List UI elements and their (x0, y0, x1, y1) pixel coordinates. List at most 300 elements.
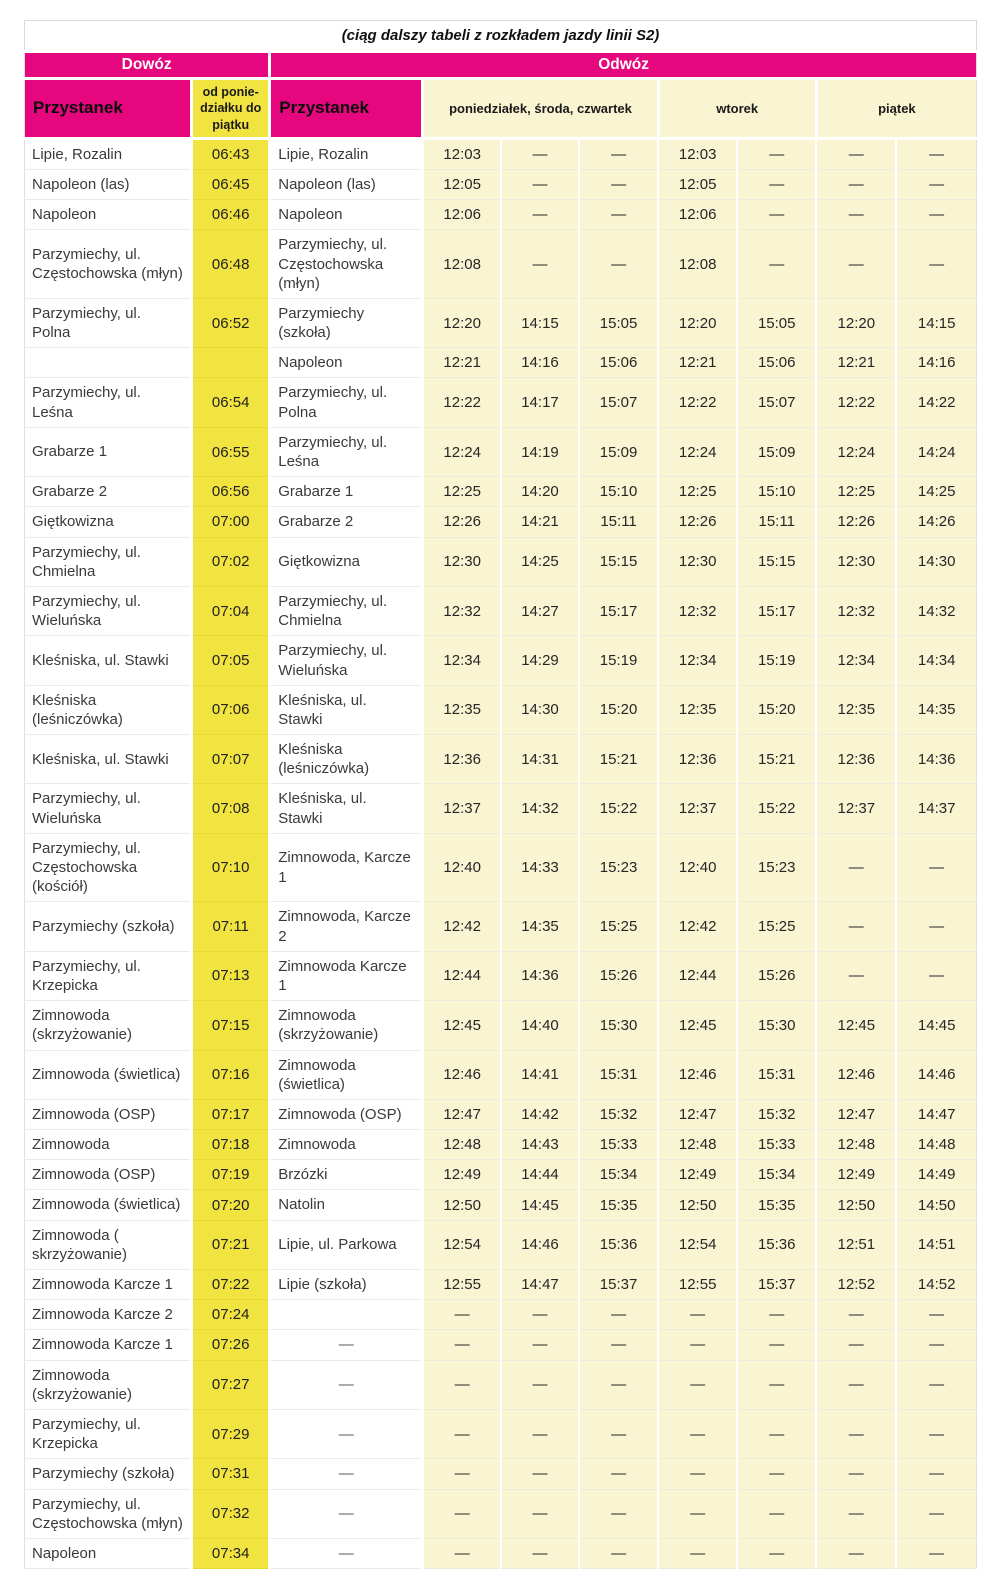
time-cell: 12:49 (816, 1160, 896, 1190)
dowoz-stop-cell: Zimnowoda Karcze 2 (25, 1300, 192, 1330)
time-cell: — (816, 1330, 896, 1360)
dowoz-time-cell: 07:00 (192, 507, 270, 537)
time-cell: — (816, 230, 896, 299)
dowoz-time-cell: 07:34 (192, 1538, 270, 1568)
day-group-mon-wed-thu: poniedziałek, środa, czwartek (423, 79, 658, 139)
time-cell: 14:19 (501, 427, 579, 476)
odwoz-stop-cell: Lipie, ul. Parkowa (270, 1220, 423, 1269)
odwoz-stop-cell: — (270, 1489, 423, 1538)
time-cell: 15:36 (737, 1220, 816, 1269)
time-cell: — (658, 1489, 737, 1538)
section-header-odwoz: Odwóz (270, 52, 977, 79)
title-row (25, 21, 977, 52)
time-cell: 15:11 (579, 507, 658, 537)
dowoz-time-cell: 07:16 (192, 1050, 270, 1099)
time-cell: — (896, 1330, 976, 1360)
dowoz-stop-cell: Zimnowoda (25, 1130, 192, 1160)
time-cell: 12:26 (816, 507, 896, 537)
timetable-row (25, 1160, 977, 1190)
time-cell: 14:49 (896, 1160, 976, 1190)
time-cell: 14:43 (501, 1130, 579, 1160)
time-cell: 14:24 (896, 427, 976, 476)
dowoz-time-cell: 06:45 (192, 169, 270, 199)
time-cell: 15:32 (737, 1099, 816, 1129)
timetable-row (25, 298, 977, 347)
time-cell: 12:46 (658, 1050, 737, 1099)
time-cell: — (501, 169, 579, 199)
dowoz-time-cell: 06:55 (192, 427, 270, 476)
time-cell: 15:30 (579, 1001, 658, 1050)
time-cell: 14:33 (501, 833, 579, 902)
dowoz-time-cell: 07:21 (192, 1220, 270, 1269)
dowoz-time-cell: 07:26 (192, 1330, 270, 1360)
dowoz-time-cell: 07:06 (192, 685, 270, 734)
time-cell: 12:36 (658, 735, 737, 784)
time-cell: 14:34 (896, 636, 976, 685)
time-cell: 15:10 (737, 477, 816, 507)
time-cell: — (579, 1330, 658, 1360)
time-cell: 14:30 (501, 685, 579, 734)
timetable-row (25, 1270, 977, 1300)
time-cell: — (737, 1330, 816, 1360)
dowoz-time-cell: 06:46 (192, 200, 270, 230)
time-cell: — (579, 1459, 658, 1489)
time-cell: 12:22 (816, 378, 896, 427)
odwoz-stop-cell: Kleśniska, ul. Stawki (270, 784, 423, 833)
dowoz-time-cell: 07:27 (192, 1360, 270, 1409)
time-cell: — (423, 1489, 501, 1538)
time-cell: 12:47 (816, 1099, 896, 1129)
time-cell: 12:30 (423, 537, 501, 586)
time-cell: 14:25 (896, 477, 976, 507)
timetable-row (25, 138, 977, 169)
time-cell: — (658, 1459, 737, 1489)
time-cell: 15:19 (737, 636, 816, 685)
time-cell: — (423, 1300, 501, 1330)
time-cell: 14:16 (501, 348, 579, 378)
time-cell: 12:47 (658, 1099, 737, 1129)
odwoz-stop-cell: Napoleon (270, 348, 423, 378)
time-cell: 14:46 (501, 1220, 579, 1269)
time-cell: 12:42 (423, 902, 501, 951)
timetable-row (25, 1409, 977, 1458)
time-cell: — (423, 1330, 501, 1360)
odwoz-stop-cell: Giętkowizna (270, 537, 423, 586)
time-cell: — (737, 230, 816, 299)
time-cell: 12:25 (658, 477, 737, 507)
time-cell: 14:32 (501, 784, 579, 833)
dowoz-time-cell: 06:48 (192, 230, 270, 299)
dowoz-time-cell: 07:18 (192, 1130, 270, 1160)
dowoz-stop-cell: Napoleon (25, 1538, 192, 1568)
time-cell: — (896, 1489, 976, 1538)
time-cell: — (579, 1538, 658, 1568)
time-cell: 15:33 (579, 1130, 658, 1160)
time-cell: 12:45 (816, 1001, 896, 1050)
day-group-tuesday: wtorek (658, 79, 816, 139)
dowoz-stop-cell: Parzymiechy (szkoła) (25, 902, 192, 951)
odwoz-stop-cell: Lipie, Rozalin (270, 138, 423, 169)
dowoz-stop-cell: Giętkowizna (25, 507, 192, 537)
timetable-row (25, 230, 977, 299)
time-cell: 12:21 (816, 348, 896, 378)
time-cell: 12:26 (423, 507, 501, 537)
time-cell: 15:09 (579, 427, 658, 476)
time-cell: 14:51 (896, 1220, 976, 1269)
time-cell: 14:45 (896, 1001, 976, 1050)
odwoz-stop-cell: Parzymiechy, ul. Chmielna (270, 586, 423, 635)
time-cell: 14:27 (501, 586, 579, 635)
time-cell: 15:37 (737, 1270, 816, 1300)
dowoz-time-cell: 07:20 (192, 1190, 270, 1220)
time-cell: — (579, 1360, 658, 1409)
time-cell: 15:17 (737, 586, 816, 635)
dowoz-time-cell: 07:02 (192, 537, 270, 586)
time-cell: 15:09 (737, 427, 816, 476)
time-cell: 14:52 (896, 1270, 976, 1300)
timetable-row (25, 951, 977, 1000)
time-cell: — (658, 1409, 737, 1458)
timetable-row (25, 1538, 977, 1568)
dowoz-time-cell: 06:43 (192, 138, 270, 169)
time-cell: 12:32 (423, 586, 501, 635)
time-cell: 12:47 (423, 1099, 501, 1129)
time-cell: 14:37 (896, 784, 976, 833)
odwoz-stop-cell: — (270, 1459, 423, 1489)
time-cell: 15:31 (737, 1050, 816, 1099)
time-cell: — (579, 200, 658, 230)
odwoz-stop-cell: Natolin (270, 1190, 423, 1220)
time-cell: 12:45 (658, 1001, 737, 1050)
time-cell: 14:32 (896, 586, 976, 635)
dowoz-time-cell: 07:08 (192, 784, 270, 833)
time-cell: — (423, 1360, 501, 1409)
time-cell: — (501, 1489, 579, 1538)
time-cell: — (501, 1330, 579, 1360)
time-cell: 12:52 (816, 1270, 896, 1300)
time-cell: — (896, 902, 976, 951)
time-cell: — (501, 1459, 579, 1489)
time-cell: — (501, 1360, 579, 1409)
time-cell: 14:26 (896, 507, 976, 537)
time-cell: — (896, 1360, 976, 1409)
time-cell: 15:23 (737, 833, 816, 902)
time-cell: 14:48 (896, 1130, 976, 1160)
odwoz-stop-cell: Grabarze 2 (270, 507, 423, 537)
time-cell: 15:25 (579, 902, 658, 951)
time-cell: 15:06 (737, 348, 816, 378)
time-cell: 12:21 (423, 348, 501, 378)
dowoz-time-cell: 07:32 (192, 1489, 270, 1538)
time-cell: 12:03 (658, 138, 737, 169)
dowoz-time-cell: 07:10 (192, 833, 270, 902)
time-cell: — (816, 1409, 896, 1458)
time-cell: — (501, 138, 579, 169)
time-cell: — (816, 902, 896, 951)
time-cell: 15:23 (579, 833, 658, 902)
dowoz-stop-cell: Zimnowoda (świetlica) (25, 1190, 192, 1220)
dowoz-time-cell: 07:17 (192, 1099, 270, 1129)
time-cell: — (579, 169, 658, 199)
time-cell: — (896, 833, 976, 902)
time-cell: — (737, 1300, 816, 1330)
time-cell: 14:15 (896, 298, 976, 347)
dowoz-time-cell: 07:31 (192, 1459, 270, 1489)
dowoz-time-header: od ponie- działku do piątku (192, 79, 270, 139)
timetable-table (24, 20, 977, 1569)
dowoz-stop-cell: Zimnowoda Karcze 1 (25, 1270, 192, 1300)
time-cell: — (816, 951, 896, 1000)
time-cell: 12:24 (816, 427, 896, 476)
dowoz-stop-cell: Zimnowoda (skrzyżowanie) (25, 1360, 192, 1409)
dowoz-time-cell: 06:54 (192, 378, 270, 427)
time-cell: 15:17 (579, 586, 658, 635)
time-cell: — (816, 833, 896, 902)
time-cell: 14:40 (501, 1001, 579, 1050)
dowoz-stop-cell: Kleśniska, ul. Stawki (25, 735, 192, 784)
dowoz-stop-cell: Zimnowoda ( skrzyżowanie) (25, 1220, 192, 1269)
time-cell: 12:37 (423, 784, 501, 833)
time-cell: 12:32 (658, 586, 737, 635)
day-group-friday: piątek (816, 79, 976, 139)
timetable-row (25, 1220, 977, 1269)
time-cell: 12:50 (423, 1190, 501, 1220)
timetable-row (25, 1330, 977, 1360)
time-cell: 15:21 (579, 735, 658, 784)
table-title: (ciąg dalszy tabeli z rozkładem jazdy linii S2) (25, 21, 977, 52)
time-cell: 15:35 (737, 1190, 816, 1220)
odwoz-stop-cell: Parzymiechy, ul. Częstochowska (młyn) (270, 230, 423, 299)
time-cell: 15:37 (579, 1270, 658, 1300)
time-cell: 15:36 (579, 1220, 658, 1269)
time-cell: 15:26 (579, 951, 658, 1000)
time-cell: — (896, 1300, 976, 1330)
dowoz-stop-cell (25, 348, 192, 378)
time-cell: 12:51 (816, 1220, 896, 1269)
time-cell: 14:21 (501, 507, 579, 537)
dowoz-stop-cell: Grabarze 1 (25, 427, 192, 476)
time-cell: 12:32 (816, 586, 896, 635)
timetable-row (25, 1190, 977, 1220)
time-cell: 12:44 (658, 951, 737, 1000)
dowoz-time-cell: 07:22 (192, 1270, 270, 1300)
time-cell: 14:36 (501, 951, 579, 1000)
time-cell: 14:47 (501, 1270, 579, 1300)
time-cell: 15:07 (737, 378, 816, 427)
time-cell: 12:36 (816, 735, 896, 784)
time-cell: 12:50 (816, 1190, 896, 1220)
dowoz-time-cell: 07:04 (192, 586, 270, 635)
dowoz-time-cell: 07:11 (192, 902, 270, 951)
time-cell: 12:54 (423, 1220, 501, 1269)
time-cell: 15:25 (737, 902, 816, 951)
timetable-row (25, 833, 977, 902)
time-cell: 15:11 (737, 507, 816, 537)
time-cell: 15:20 (737, 685, 816, 734)
dowoz-stop-cell: Parzymiechy, ul. Krzepicka (25, 951, 192, 1000)
time-cell: 12:34 (423, 636, 501, 685)
timetable-row (25, 1360, 977, 1409)
time-cell: 12:35 (423, 685, 501, 734)
timetable-row (25, 902, 977, 951)
time-cell: 12:35 (816, 685, 896, 734)
time-cell: — (737, 169, 816, 199)
time-cell: — (579, 230, 658, 299)
dowoz-stop-cell: Napoleon (las) (25, 169, 192, 199)
time-cell: 12:05 (423, 169, 501, 199)
dowoz-time-cell: 07:29 (192, 1409, 270, 1458)
odwoz-stop-cell: Brzózki (270, 1160, 423, 1190)
time-cell: — (896, 1538, 976, 1568)
time-cell: 12:25 (423, 477, 501, 507)
odwoz-stop-cell: Parzymiechy (szkoła) (270, 298, 423, 347)
time-cell: 12:06 (423, 200, 501, 230)
time-cell: — (501, 230, 579, 299)
dowoz-stop-cell: Napoleon (25, 200, 192, 230)
dowoz-time-cell: 07:19 (192, 1160, 270, 1190)
time-cell: 14:25 (501, 537, 579, 586)
time-cell: — (579, 1409, 658, 1458)
time-cell: — (816, 200, 896, 230)
time-cell: 12:49 (658, 1160, 737, 1190)
dowoz-stop-cell: Kleśniska, ul. Stawki (25, 636, 192, 685)
timetable-row (25, 1300, 977, 1330)
time-cell: 15:34 (737, 1160, 816, 1190)
time-cell: 15:26 (737, 951, 816, 1000)
odwoz-stop-cell: — (270, 1538, 423, 1568)
time-cell: 14:44 (501, 1160, 579, 1190)
time-cell: — (896, 200, 976, 230)
time-cell: — (501, 1300, 579, 1330)
time-cell: — (501, 1538, 579, 1568)
odwoz-stop-cell: Zimnowoda (skrzyżowanie) (270, 1001, 423, 1050)
time-cell: — (579, 1489, 658, 1538)
timetable-row (25, 427, 977, 476)
odwoz-stop-cell: Lipie (szkoła) (270, 1270, 423, 1300)
time-cell: — (737, 1489, 816, 1538)
time-cell: — (737, 1360, 816, 1409)
odwoz-stop-cell: Parzymiechy, ul. Leśna (270, 427, 423, 476)
time-cell: 12:30 (658, 537, 737, 586)
time-cell: 15:30 (737, 1001, 816, 1050)
time-cell: 15:05 (737, 298, 816, 347)
time-cell: 14:20 (501, 477, 579, 507)
time-cell: 12:08 (423, 230, 501, 299)
dowoz-stop-cell: Zimnowoda (skrzyżowanie) (25, 1001, 192, 1050)
time-cell: — (423, 1538, 501, 1568)
time-cell: 15:10 (579, 477, 658, 507)
time-cell: 15:32 (579, 1099, 658, 1129)
time-cell: — (501, 1409, 579, 1458)
time-cell: — (658, 1300, 737, 1330)
timetable-row (25, 477, 977, 507)
time-cell: 12:24 (423, 427, 501, 476)
dowoz-time-cell: 07:05 (192, 636, 270, 685)
time-cell: — (896, 1409, 976, 1458)
time-cell: — (737, 1409, 816, 1458)
timetable-row (25, 507, 977, 537)
time-cell: — (737, 1538, 816, 1568)
time-cell: 12:55 (423, 1270, 501, 1300)
timetable-row (25, 1050, 977, 1099)
time-cell: — (658, 1538, 737, 1568)
odwoz-stop-cell: Grabarze 1 (270, 477, 423, 507)
time-cell: — (737, 138, 816, 169)
dowoz-stop-cell: Parzymiechy, ul. Krzepicka (25, 1409, 192, 1458)
time-cell: 12:20 (816, 298, 896, 347)
odwoz-stop-cell: Parzymiechy, ul. Wieluńska (270, 636, 423, 685)
time-cell: 14:45 (501, 1190, 579, 1220)
timetable-row (25, 200, 977, 230)
time-cell: 12:49 (423, 1160, 501, 1190)
time-cell: 15:21 (737, 735, 816, 784)
odwoz-stop-cell (270, 1300, 423, 1330)
time-cell: 12:44 (423, 951, 501, 1000)
odwoz-stop-cell: Kleśniska (leśniczówka) (270, 735, 423, 784)
time-cell: 15:22 (579, 784, 658, 833)
time-cell: — (579, 138, 658, 169)
dowoz-time-cell: 07:24 (192, 1300, 270, 1330)
time-cell: 15:22 (737, 784, 816, 833)
time-cell: 12:03 (423, 138, 501, 169)
time-cell: 12:50 (658, 1190, 737, 1220)
dowoz-stop-cell: Parzymiechy, ul. Wieluńska (25, 784, 192, 833)
time-cell: 12:21 (658, 348, 737, 378)
time-cell: 15:20 (579, 685, 658, 734)
timetable-row (25, 1001, 977, 1050)
time-cell: 15:15 (737, 537, 816, 586)
odwoz-stop-cell: Napoleon (las) (270, 169, 423, 199)
timetable-row (25, 348, 977, 378)
time-cell: 12:48 (658, 1130, 737, 1160)
odwoz-stop-cell: — (270, 1330, 423, 1360)
time-cell: 15:07 (579, 378, 658, 427)
time-cell: — (579, 1300, 658, 1330)
dowoz-stop-cell: Parzymiechy, ul. Częstochowska (młyn) (25, 230, 192, 299)
time-cell: 12:20 (658, 298, 737, 347)
time-cell: 12:30 (816, 537, 896, 586)
time-cell: — (816, 1300, 896, 1330)
time-cell: 15:35 (579, 1190, 658, 1220)
dowoz-stop-cell: Kleśniska (leśniczówka) (25, 685, 192, 734)
time-cell: — (423, 1459, 501, 1489)
dowoz-stop-cell: Parzymiechy, ul. Częstochowska (młyn) (25, 1489, 192, 1538)
time-cell: 14:35 (896, 685, 976, 734)
time-cell: — (816, 138, 896, 169)
time-cell: 14:29 (501, 636, 579, 685)
time-cell: 14:17 (501, 378, 579, 427)
time-cell: 12:06 (658, 200, 737, 230)
dowoz-stop-cell: Parzymiechy, ul. Wieluńska (25, 586, 192, 635)
time-cell: — (816, 1459, 896, 1489)
dowoz-stop-cell: Zimnowoda (OSP) (25, 1160, 192, 1190)
dowoz-stop-cell: Parzymiechy (szkoła) (25, 1459, 192, 1489)
time-cell: 12:54 (658, 1220, 737, 1269)
time-cell: 14:36 (896, 735, 976, 784)
time-cell: 12:34 (816, 636, 896, 685)
time-cell: 12:05 (658, 169, 737, 199)
timetable-row (25, 1130, 977, 1160)
time-cell: 12:37 (816, 784, 896, 833)
timetable-row (25, 586, 977, 635)
timetable-row (25, 378, 977, 427)
time-cell: — (896, 230, 976, 299)
time-cell: 15:33 (737, 1130, 816, 1160)
dowoz-stop-cell: Zimnowoda (świetlica) (25, 1050, 192, 1099)
time-cell: 12:26 (658, 507, 737, 537)
time-cell: 12:37 (658, 784, 737, 833)
time-cell: — (816, 1489, 896, 1538)
